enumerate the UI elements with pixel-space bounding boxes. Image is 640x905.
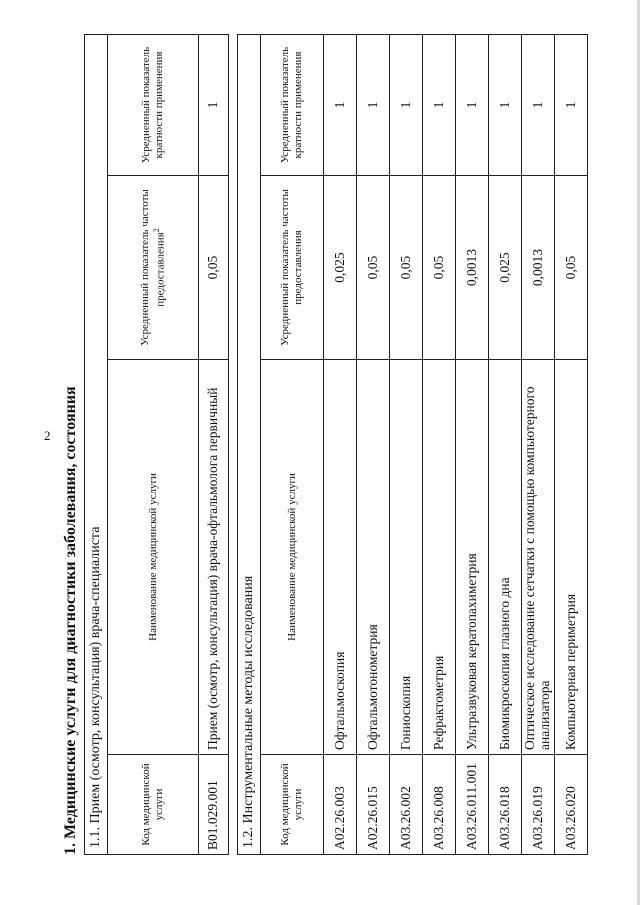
cell-code: A03.26.008 bbox=[423, 755, 456, 855]
cell-code: A03.26.020 bbox=[555, 755, 588, 855]
page-number: 2 bbox=[44, 428, 51, 443]
table-row bbox=[423, 34, 456, 854]
cell-multiplicity: 1 bbox=[522, 34, 555, 175]
cell-code: A03.26.011.001 bbox=[456, 755, 489, 855]
cell-code: A03.26.019 bbox=[522, 755, 555, 855]
cell-frequency: 0,05 bbox=[357, 176, 390, 360]
cell-frequency: 0,05 bbox=[423, 176, 456, 360]
cell-name: Компьютерная периметрия bbox=[555, 360, 588, 755]
cell-multiplicity: 1 bbox=[199, 34, 229, 175]
header-frequency-text: Усредненный показатель частоты предоставления bbox=[139, 189, 167, 346]
rotated-content bbox=[62, 35, 602, 855]
cell-multiplicity: 1 bbox=[489, 34, 522, 175]
table-row bbox=[555, 34, 588, 854]
cell-multiplicity: 1 bbox=[324, 34, 357, 175]
cell-frequency: 0,025 bbox=[324, 176, 357, 360]
cell-code: A03.26.002 bbox=[390, 755, 423, 855]
table-row bbox=[390, 34, 423, 854]
cell-multiplicity: 1 bbox=[390, 34, 423, 175]
cell-code: A02.26.015 bbox=[357, 755, 390, 855]
subsection-title: 1.1. Прием (осмотр, консультация) врача-специалиста bbox=[85, 34, 108, 854]
table-row bbox=[324, 34, 357, 854]
cell-name: Биомикроскопия глазного дна bbox=[489, 360, 522, 755]
header-frequency: Усредненный показатель частоты предоставления bbox=[261, 176, 324, 360]
cell-name: Ультразвуковая кератопахиметрия bbox=[456, 360, 489, 755]
cell-multiplicity: 1 bbox=[423, 34, 456, 175]
header-code: Код медицинской услуги bbox=[261, 755, 324, 855]
cell-frequency: 0,05 bbox=[555, 176, 588, 360]
cell-frequency: 0,05 bbox=[390, 176, 423, 360]
table-row bbox=[522, 34, 555, 854]
subsection-row bbox=[85, 34, 108, 854]
subsection-title: 1.2. Инструментальные методы исследования bbox=[238, 34, 261, 854]
table-1-1 bbox=[84, 34, 229, 855]
cell-name: Офтальмотонометрия bbox=[357, 360, 390, 755]
cell-code: B01.029.001 bbox=[199, 755, 229, 855]
cell-multiplicity: 1 bbox=[357, 34, 390, 175]
cell-name: Рефрактометрия bbox=[423, 360, 456, 755]
cell-frequency: 0,0013 bbox=[456, 176, 489, 360]
section-title: 1. Медицинские услуги для диагностики заболевания, состояния bbox=[62, 386, 79, 855]
header-row bbox=[261, 34, 324, 854]
table-row bbox=[456, 34, 489, 854]
cell-name: Гониоскопия bbox=[390, 360, 423, 755]
footnote-marker: 2 bbox=[151, 228, 161, 233]
header-multiplicity: Усредненный показатель кратности применения bbox=[108, 34, 199, 175]
cell-name: Прием (осмотр, консультация) врача-офтальмолога первичный bbox=[199, 360, 229, 755]
table-row bbox=[199, 34, 229, 854]
header-code: Код медицинской услуги bbox=[108, 755, 199, 855]
header-name: Наименование медицинской услуги bbox=[261, 360, 324, 755]
cell-code: A03.26.018 bbox=[489, 755, 522, 855]
cell-name: Офтальмоскопия bbox=[324, 360, 357, 755]
table-1-2 bbox=[237, 34, 588, 855]
header-row bbox=[108, 34, 199, 854]
header-multiplicity: Усредненный показатель кратности применения bbox=[261, 34, 324, 175]
cell-name: Оптическое исследование сетчатки с помощью компьютерного анализатора bbox=[522, 360, 555, 755]
cell-frequency: 0,0013 bbox=[522, 176, 555, 360]
cell-multiplicity: 1 bbox=[555, 34, 588, 175]
cell-multiplicity: 1 bbox=[456, 34, 489, 175]
header-frequency bbox=[108, 176, 199, 360]
cell-code: A02.26.003 bbox=[324, 755, 357, 855]
header-name: Наименование медицинской услуги bbox=[108, 360, 199, 755]
table-row bbox=[357, 34, 390, 854]
subsection-row bbox=[238, 34, 261, 854]
table-row bbox=[489, 34, 522, 854]
cell-frequency: 0,025 bbox=[489, 176, 522, 360]
cell-frequency: 0,05 bbox=[199, 176, 229, 360]
